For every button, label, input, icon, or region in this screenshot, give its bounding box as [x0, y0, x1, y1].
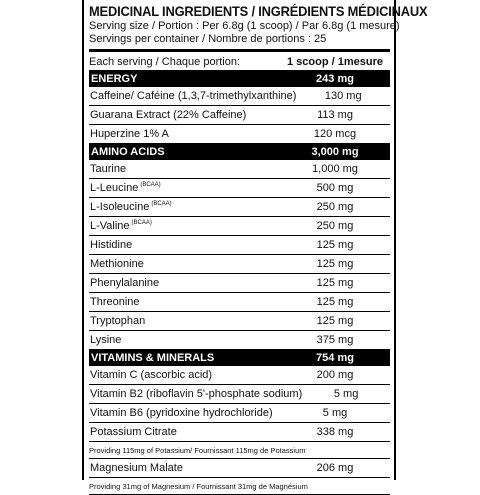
ingredient-row [89, 423, 390, 442]
name-text: Potassium Citrate [90, 426, 177, 438]
section-amount: 754 mg [316, 351, 354, 364]
ingredient-list [89, 70, 390, 495]
name-text: Tryptophan [90, 315, 146, 327]
section-header [89, 71, 390, 87]
ingredients-panel [82, 0, 428, 491]
ingredient-row [89, 236, 390, 255]
ingredient-name [89, 277, 159, 289]
ingredient-amount: 200 mg [316, 369, 354, 381]
ingredient-name [89, 296, 140, 308]
name-text: Magnesium Malate [90, 462, 183, 474]
name-text: Huperzine 1% A [90, 128, 169, 140]
ingredient-name [89, 109, 246, 121]
ingredient-row [89, 217, 390, 236]
ingredient-amount: 120 mcg [313, 128, 357, 140]
name-text: L-Isoleucine [90, 201, 150, 213]
name-text: L-Leucine [90, 182, 139, 194]
ingredient-amount: 5 mg [322, 407, 348, 419]
section-name [89, 146, 165, 158]
ingredient-row [89, 255, 390, 274]
ingredient-amount: 375 mg [316, 334, 354, 346]
ingredient-row [89, 198, 390, 217]
ingredient-name [89, 220, 152, 232]
ingredient-name [89, 163, 126, 175]
name-text: Vitamin B6 (pyridoxine hydrochloride) [90, 407, 273, 419]
ingredient-row [89, 179, 390, 198]
name-text: VITAMINS & MINERALS [91, 351, 215, 364]
section-amount: 3,000 mg [311, 145, 359, 158]
name-text: AMINO ACIDS [91, 145, 165, 158]
ingredient-row [89, 404, 390, 423]
ingredient-name [89, 462, 183, 474]
ingredient-row [89, 366, 390, 385]
ingredient-amount: 125 mg [316, 277, 354, 289]
ingredient-row [89, 106, 390, 125]
name-text: Vitamin C (ascorbic acid) [90, 369, 213, 381]
each-serving-label: Each serving / Chaque portion: [89, 56, 241, 68]
bcaa-tag: (BCAA) [151, 201, 172, 208]
panel-title: MEDICINAL INGREDIENTS / INGRÉDIENTS MÉDICINAUX [89, 3, 428, 19]
ingredient-amount: 1,000 mg [312, 163, 358, 175]
ingredient-row [89, 274, 390, 293]
name-text: Methionine [90, 258, 144, 270]
ingredient-amount: 125 mg [316, 315, 354, 327]
ingredient-amount: 338 mg [316, 426, 354, 438]
name-text: Phenylalanine [90, 277, 160, 289]
name-text: ENERGY [91, 72, 138, 85]
ingredient-row [89, 331, 390, 350]
ingredient-amount: 125 mg [316, 239, 354, 251]
ingredient-row [89, 312, 390, 331]
name-text: Caffeine/ Caféine (1,3,7-trimethylxanthine) [90, 90, 297, 102]
section-name [89, 352, 214, 364]
name-text: Threonine [90, 296, 140, 308]
ingredient-name [89, 239, 132, 251]
ingredient-name [89, 128, 169, 140]
ingredient-name [89, 315, 145, 327]
ingredient-name [89, 369, 212, 381]
ingredient-note: Providing 115mg of Potassium/ Fournissant 115mg de Potassium [89, 442, 390, 459]
ingredient-name [89, 182, 161, 194]
ingredient-row [89, 385, 390, 404]
ingredient-name [89, 201, 172, 213]
name-text: Histidine [90, 239, 133, 251]
each-serving-value: 1 scoop / 1mesure [287, 56, 383, 68]
ingredient-amount: 130 mg [324, 90, 362, 102]
name-text: Lysine [90, 334, 122, 346]
bcaa-tag: (BCAA) [140, 182, 161, 189]
divider [89, 49, 390, 52]
servings-per-container: Servings per container / Nombre de portions : 25 [89, 33, 327, 45]
bcaa-tag: (BCAA) [131, 220, 152, 227]
ingredient-amount: 250 mg [316, 220, 354, 232]
ingredient-amount: 5 mg [333, 388, 359, 400]
name-text: Guarana Extract (22% Caffeine) [90, 109, 247, 121]
section-amount: 243 mg [316, 72, 354, 85]
ingredient-name [89, 334, 121, 346]
ingredient-row [89, 293, 390, 312]
ingredient-name [89, 426, 177, 438]
ingredient-amount: 125 mg [316, 258, 354, 270]
ingredient-row [89, 459, 390, 478]
ingredient-note: Providing 31mg of Magnesium / Fournissant 31mg de Magnésium [89, 478, 390, 495]
ingredient-amount: 500 mg [316, 182, 354, 194]
serving-size: Serving size / Portion : Per 6.8g (1 scoop) / Par 6.8g (1 mesure) [89, 20, 400, 32]
ingredient-amount: 113 mg [317, 109, 353, 121]
section-header [89, 144, 390, 160]
each-serving-row [89, 54, 390, 70]
ingredient-amount: 206 mg [316, 462, 354, 474]
name-text: Taurine [90, 163, 127, 175]
ingredient-amount: 125 mg [316, 296, 354, 308]
ingredient-name [89, 258, 144, 270]
section-header [89, 350, 390, 366]
ingredient-row [89, 160, 390, 179]
name-text: L-Valine [90, 220, 130, 232]
ingredient-name [89, 388, 302, 400]
ingredient-name [89, 90, 296, 102]
ingredient-row [89, 125, 390, 144]
ingredient-amount: 250 mg [316, 201, 354, 213]
ingredient-row [89, 87, 390, 106]
name-text: Vitamin B2 (riboflavin 5'-phosphate sodium) [90, 388, 303, 400]
ingredient-name [89, 407, 273, 419]
section-name [89, 73, 137, 85]
